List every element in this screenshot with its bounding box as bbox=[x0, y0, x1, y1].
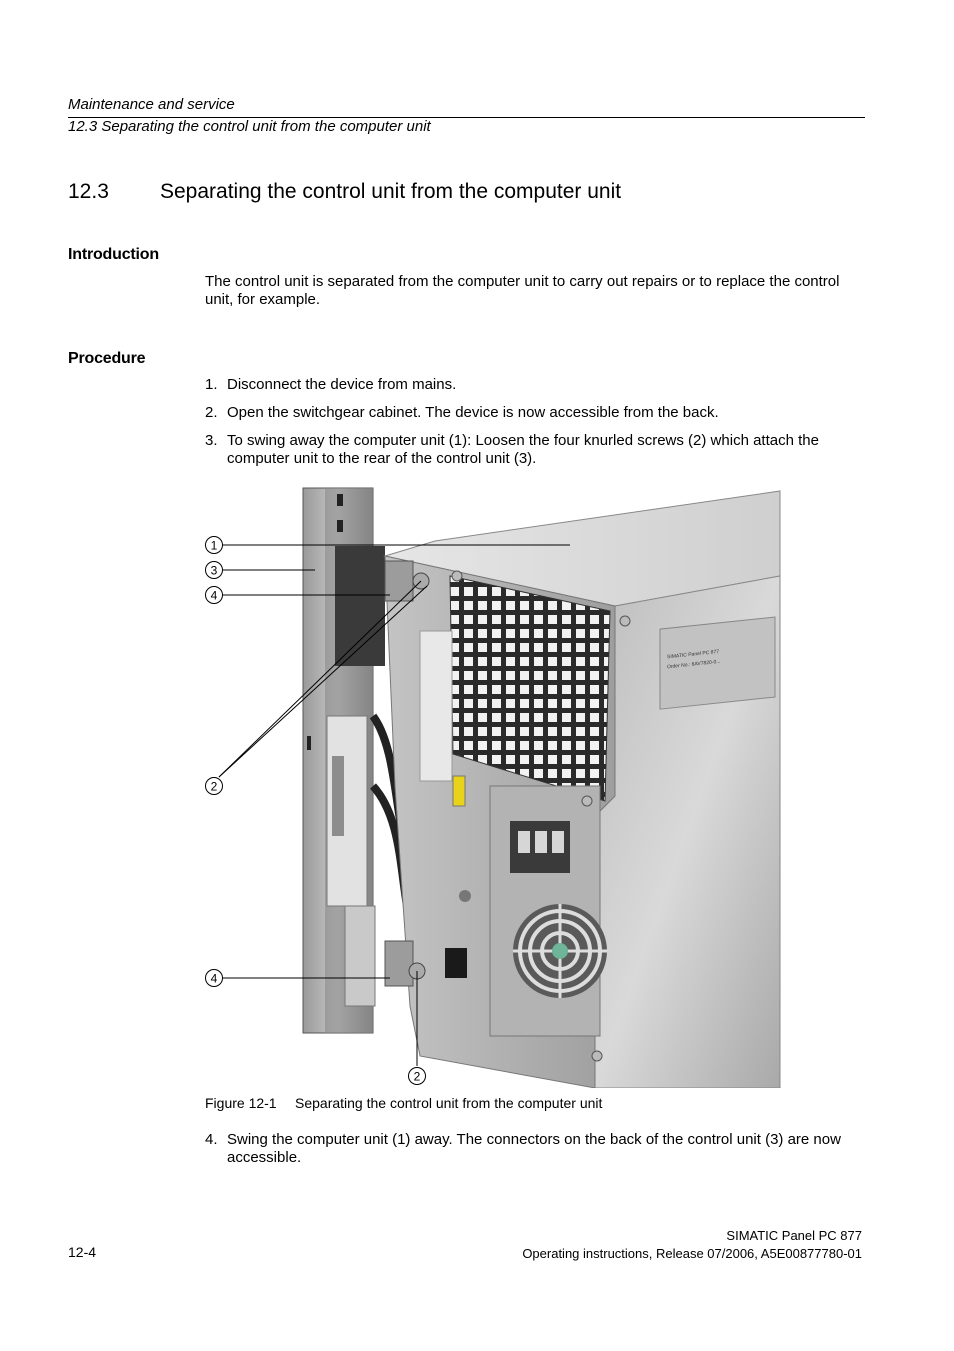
running-header-subsection: 12.3 Separating the control unit from the computer unit bbox=[68, 118, 431, 135]
figure-caption: Separating the control unit from the computer unit bbox=[295, 1095, 603, 1111]
callout-label: 3 bbox=[210, 563, 218, 578]
introduction-heading: Introduction bbox=[68, 246, 159, 263]
step-text: Disconnect the device from mains. bbox=[227, 376, 457, 393]
callout-label: 4 bbox=[210, 971, 218, 986]
step-number: 2. bbox=[205, 404, 218, 421]
device-label-line1: SIMATIC Panel PC 877 bbox=[667, 648, 720, 661]
introduction-text: The control unit is separated from the computer unit to carry out repairs or to replace the control unit, for example. bbox=[205, 273, 840, 308]
footer-product: SIMATIC Panel PC 877 bbox=[726, 1228, 862, 1243]
step-text: Swing the computer unit (1) away. The connectors on the back of the control unit (3) are now accessible. bbox=[227, 1131, 841, 1166]
running-header-section: Maintenance and service bbox=[68, 96, 235, 113]
section-title: Separating the control unit from the computer unit bbox=[160, 180, 622, 203]
step-number: 3. bbox=[205, 432, 218, 449]
step-number: 1. bbox=[205, 376, 218, 393]
device-label-line2: Order No.: 6AV7820-0... bbox=[667, 658, 721, 671]
step-text: To swing away the computer unit (1): Loosen the four knurled screws (2) which attach the computer unit to the rear of the control unit (3). bbox=[227, 432, 819, 467]
callout-label: 2 bbox=[210, 779, 218, 794]
step-number: 4. bbox=[205, 1131, 218, 1148]
section-number: 12.3 bbox=[68, 180, 109, 203]
callout-label: 1 bbox=[210, 538, 218, 553]
callout-label: 2 bbox=[413, 1069, 421, 1084]
figure-illustration bbox=[195, 486, 785, 1088]
footer-document: Operating instructions, Release 07/2006, A5E00877780-01 bbox=[522, 1246, 862, 1261]
figure-label: Figure 12-1 bbox=[205, 1095, 277, 1111]
step-text: Open the switchgear cabinet. The device is now accessible from the back. bbox=[227, 404, 719, 421]
callout-label: 4 bbox=[210, 588, 218, 603]
procedure-heading: Procedure bbox=[68, 350, 146, 367]
fan-icon bbox=[513, 904, 607, 998]
page-number: 12-4 bbox=[68, 1244, 97, 1260]
